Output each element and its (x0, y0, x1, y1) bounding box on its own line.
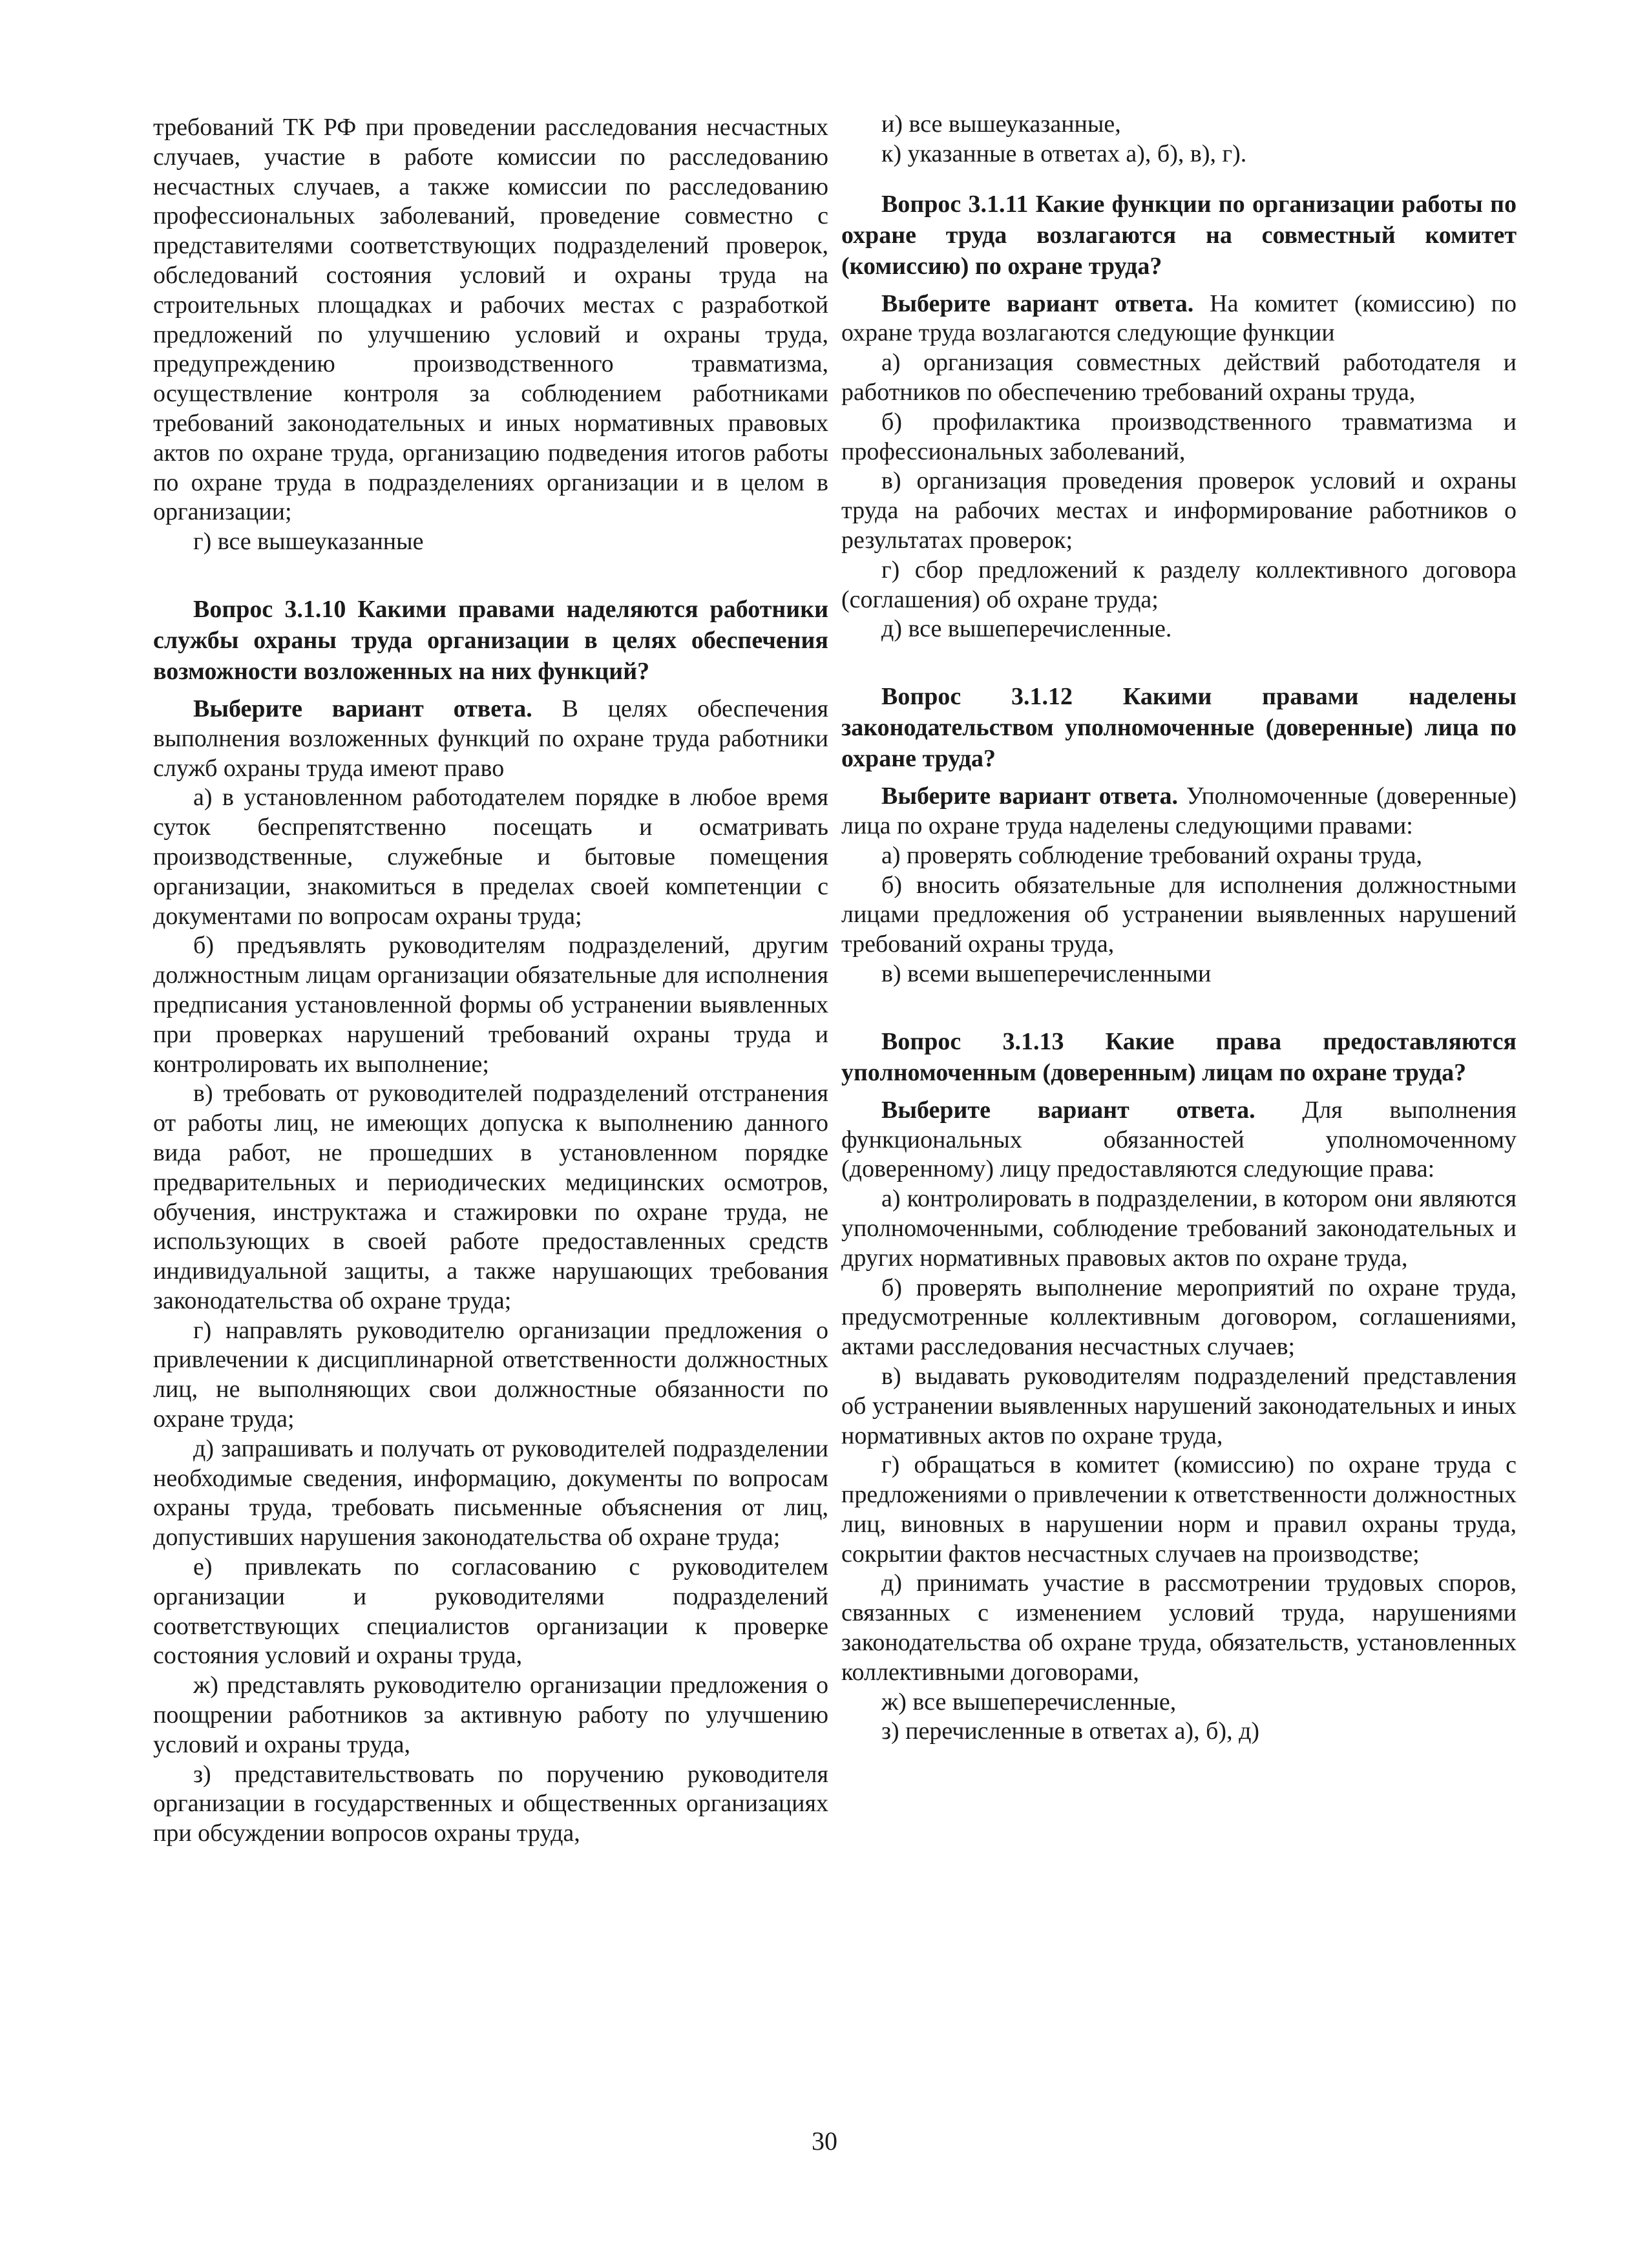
intro-paragraph: требований ТК РФ при проведении расследования несчастных случаев, участие в работе комиссии по расследованию несчастных случаев, а также комиссии по расследованию профессиональных заболеваний, проведение совместно с представителями соответствующих подразделений проверок, обследований состояния условий и охраны труда на строительных площадках и рабочих местах с разработкой предложений по улучшению условий и охраны труда, предупреждению производственного травматизма, осуществление контроля за соблюдением работниками требований законодательных и иных нормативных правовых актов по охране труда, организацию подведения итогов работы по охране труда в подразделениях организации и в целом в организации; (153, 114, 828, 526)
option-item: б) профилактика производственного травматизма и профессиональных заболеваний, (841, 408, 1517, 465)
question-3-1-12-title: Вопрос 3.1.12 Какими правами наделены законодательством уполномоченные (доверенные) лица по охране труда? (841, 683, 1517, 773)
option-item: ж) все вышеперечисленные, (881, 1688, 1177, 1716)
option-item: ж) представлять руководителю организации предложения о поощрении работников за активную работу по улучшению условий и охраны труда, (153, 1672, 828, 1758)
option-item: д) запрашивать и получать от руководителей подразделении необходимые сведения, информацию, документы по вопросам охраны труда, требовать письменные объяснения от лиц, допустивших нарушения законодательства об охране труда; (153, 1434, 828, 1551)
option-item: б) предъявлять руководителям подразделений, другим должностным лицам организации обязательные для исполнения предписания установленной формы об устранении выявленных при проверках нарушений требований охраны труда и контролировать их выполнение; (153, 932, 828, 1078)
option-item: д) принимать участие в рассмотрении трудовых споров, связанных с изменением условий труда, нарушениями законодательства об охране труда, обязательств, установленных коллективными договорами, (841, 1570, 1517, 1686)
lead-bold: Выберите вариант ответа. (881, 782, 1178, 810)
option-item: в) выдавать руководителям подразделений представления об устранении выявленных нарушений законодательных и иных нормативных актов по охране труда, (841, 1362, 1517, 1449)
option-item: г) направлять руководителю организации предложения о привлечении к дисциплинарной ответственности должностных лиц, не выполняющих свои должностные обязанности по охране труда; (153, 1316, 828, 1433)
question-3-1-10-lead (153, 695, 828, 783)
lead-bold: Выберите вариант ответа. (881, 1096, 1255, 1124)
option-item: а) организация совместных действий работодателя и работников по обеспечению требований охраны труда, (841, 349, 1517, 406)
question-3-1-11-title: Вопрос 3.1.11 Какие функции по организации работы по охране труда возлагаются на совместный комитет (комиссию) по охране труда? (841, 190, 1517, 280)
option-item: в) требовать от руководителей подразделений отстранения от работы лиц, не имеющих допуска к выполнению данного вида работ, не прошедших в установленном порядке предварительных и периодических медицинских осмотров, обучения, инструктажа и стажировки по охране труда, не использующих в своей работе предоставленных средств индивидуальной защиты, а также нарушающих требования законодательства об охране труда; (153, 1080, 828, 1314)
question-3-1-13-title: Вопрос 3.1.13 Какие права предоставляются уполномоченным (доверенным) лицам по охране труда? (841, 1027, 1517, 1086)
option-item: к) указанные в ответах а), б), в), г). (881, 140, 1247, 167)
left-column (153, 113, 828, 1849)
lead-bold: Выберите вариант ответа. (881, 289, 1194, 317)
option-item: в) всеми вышеперечисленными (881, 960, 1212, 987)
option-item: а) в установленном работодателем порядке в любое время суток беспрепятственно посещать и осматривать производственные, служебные и бытовые помещения организации, знакомиться в пределах своей компетенции с документами по вопросам охраны труда; (153, 784, 828, 930)
option-item: з) представительствовать по поручению руководителя организации в государственных и общественных организациях при обсуждении вопросов охраны труда, (153, 1760, 828, 1847)
right-column (841, 110, 1517, 1747)
option-item: в) организация проведения проверок условий и охраны труда на рабочих местах и информирование работников о результатах проверок; (841, 467, 1517, 554)
option-item: з) перечисленные в ответах а), б), д) (881, 1717, 1260, 1745)
lead-text: В целях обеспечения выполнения возложенных функций по охране труда работники служб охраны труда имеют право (153, 695, 829, 782)
lead-bold: Выберите вариант ответа. (193, 695, 532, 722)
option-item: д) все вышеперечисленные. (881, 615, 1172, 643)
option-item: е) привлекать по согласованию с руководителем организации и руководителями подразделений соответствующих специалистов организации к проверке состояния условий и охраны труда, (153, 1553, 828, 1670)
lead-text: Уполномоченные (доверенные) лица по охране труда наделены следующими правами: (841, 782, 1517, 839)
lead-text: На комитет (комиссию) по охране труда возлагаются следующие функции (841, 289, 1517, 347)
question-3-1-12-lead (841, 782, 1517, 841)
page-number: 30 (812, 2126, 837, 2156)
option-item: г) обращаться в комитет (комиссию) по охране труда с предложениями о привлечении к ответственности должностных лиц, виновных в нарушении норм и правил охраны труда, сокрытии фактов несчастных случаев на производстве; (841, 1451, 1517, 1568)
lead-text: Для выполнения функциональных обязанностей уполномоченному (доверенному) лицу предоставляются следующие права: (841, 1096, 1517, 1183)
option-item: а) проверять соблюдение требований охраны труда, (881, 841, 1423, 869)
option-item: а) контролировать в подразделении, в котором они являются уполномоченными, соблюдение требований законодательных и других нормативных правовых актов по охране труда, (841, 1185, 1517, 1272)
question-3-1-10-title: Вопрос 3.1.10 Какими правами наделяются работники службы охраны труда организации в целях обеспечения возможности возложенных на них функций? (153, 595, 828, 685)
intro-last-option: г) все вышеуказанные (193, 528, 424, 556)
question-3-1-13-lead (841, 1096, 1517, 1184)
option-item: б) вносить обязательные для исполнения должностными лицами предложения об устранении выявленных нарушений требований охраны труда, (841, 871, 1517, 958)
option-item: б) проверять выполнение мероприятий по охране труда, предусмотренные коллективным договором, соглашениями, актами расследования несчастных случаев; (841, 1274, 1517, 1361)
option-item: г) сбор предложений к разделу коллективного договора (соглашения) об охране труда; (841, 556, 1517, 613)
option-item: и) все вышеуказанные, (881, 110, 1121, 138)
question-3-1-11-lead (841, 289, 1517, 349)
